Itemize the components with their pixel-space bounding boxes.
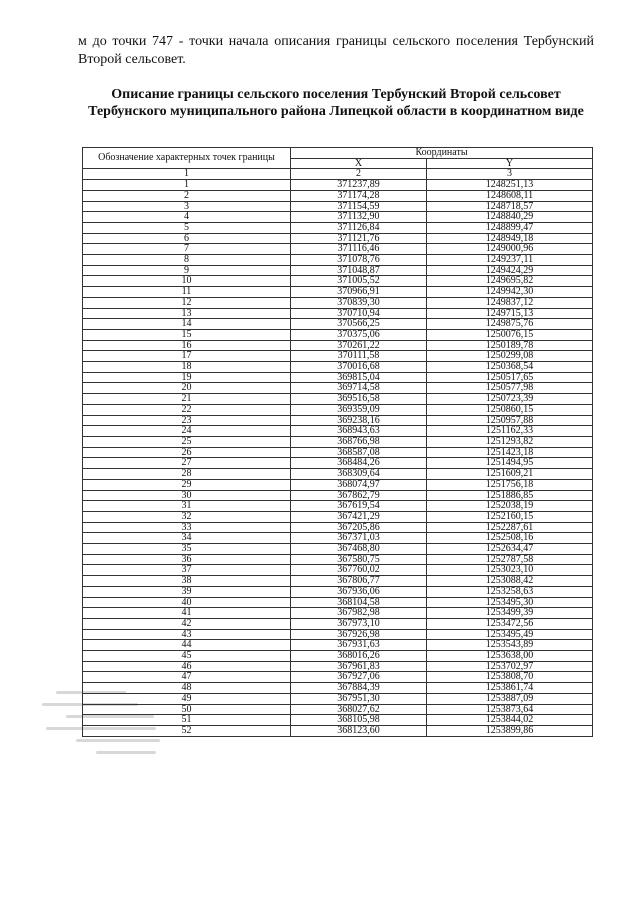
y-coordinate: 1252287,61 bbox=[427, 522, 593, 533]
x-coordinate: 371116,46 bbox=[291, 244, 427, 255]
y-coordinate: 1253887,09 bbox=[427, 693, 593, 704]
point-number: 39 bbox=[83, 586, 291, 597]
point-number: 14 bbox=[83, 319, 291, 330]
table-row bbox=[83, 276, 593, 287]
point-number: 6 bbox=[83, 233, 291, 244]
x-coordinate: 369516,58 bbox=[291, 394, 427, 405]
x-coordinate: 371154,59 bbox=[291, 201, 427, 212]
table-row bbox=[83, 618, 593, 629]
table-row bbox=[83, 436, 593, 447]
table-row bbox=[83, 501, 593, 512]
point-number: 41 bbox=[83, 608, 291, 619]
y-coordinate: 1253899,86 bbox=[427, 725, 593, 736]
table-row bbox=[83, 672, 593, 683]
y-coordinate: 1253258,63 bbox=[427, 586, 593, 597]
table-row bbox=[83, 458, 593, 469]
table-row bbox=[83, 608, 593, 619]
point-number: 46 bbox=[83, 661, 291, 672]
table-row bbox=[83, 319, 593, 330]
x-coordinate: 369714,58 bbox=[291, 383, 427, 394]
column-number: 1 bbox=[83, 169, 291, 180]
table-row bbox=[83, 693, 593, 704]
y-coordinate: 1253472,56 bbox=[427, 618, 593, 629]
table-row bbox=[83, 640, 593, 651]
x-coordinate: 368105,98 bbox=[291, 715, 427, 726]
table-row bbox=[83, 287, 593, 298]
x-coordinate: 371174,28 bbox=[291, 190, 427, 201]
point-number: 8 bbox=[83, 255, 291, 266]
point-number: 34 bbox=[83, 533, 291, 544]
point-number: 4 bbox=[83, 212, 291, 223]
table-row bbox=[83, 297, 593, 308]
x-coordinate: 369359,09 bbox=[291, 404, 427, 415]
column-number: 3 bbox=[427, 169, 593, 180]
point-number: 12 bbox=[83, 297, 291, 308]
point-number: 22 bbox=[83, 404, 291, 415]
x-column-header: X bbox=[291, 158, 427, 169]
x-coordinate: 368123,60 bbox=[291, 725, 427, 736]
x-coordinate: 367926,98 bbox=[291, 629, 427, 640]
table-row bbox=[83, 394, 593, 405]
point-number: 13 bbox=[83, 308, 291, 319]
table-row bbox=[83, 351, 593, 362]
y-coordinate: 1251609,21 bbox=[427, 469, 593, 480]
x-coordinate: 369238,16 bbox=[291, 415, 427, 426]
point-number: 52 bbox=[83, 725, 291, 736]
table-row bbox=[83, 651, 593, 662]
x-coordinate: 368766,98 bbox=[291, 436, 427, 447]
table-body bbox=[83, 180, 593, 737]
x-coordinate: 371237,89 bbox=[291, 180, 427, 191]
x-coordinate: 367973,10 bbox=[291, 618, 427, 629]
table-row bbox=[83, 661, 593, 672]
table-row bbox=[83, 554, 593, 565]
x-coordinate: 368587,08 bbox=[291, 447, 427, 458]
y-coordinate: 1253702,97 bbox=[427, 661, 593, 672]
point-number: 45 bbox=[83, 651, 291, 662]
y-coordinate: 1250368,54 bbox=[427, 362, 593, 373]
point-number: 20 bbox=[83, 383, 291, 394]
point-number: 49 bbox=[83, 693, 291, 704]
table-row bbox=[83, 704, 593, 715]
table-row bbox=[83, 383, 593, 394]
y-column-header: Y bbox=[427, 158, 593, 169]
table-row bbox=[83, 415, 593, 426]
point-number: 2 bbox=[83, 190, 291, 201]
x-coordinate: 371078,76 bbox=[291, 255, 427, 266]
x-coordinate: 367862,79 bbox=[291, 490, 427, 501]
point-number: 5 bbox=[83, 222, 291, 233]
points-column-header: Обозначение характерных точек границы bbox=[83, 148, 291, 169]
table-row bbox=[83, 715, 593, 726]
x-coordinate: 367468,80 bbox=[291, 544, 427, 555]
table-row bbox=[83, 511, 593, 522]
table-row bbox=[83, 533, 593, 544]
table-row bbox=[83, 565, 593, 576]
point-number: 16 bbox=[83, 340, 291, 351]
x-coordinate: 367982,98 bbox=[291, 608, 427, 619]
y-coordinate: 1250076,15 bbox=[427, 329, 593, 340]
table-row bbox=[83, 201, 593, 212]
y-coordinate: 1250189,78 bbox=[427, 340, 593, 351]
y-coordinate: 1253023,10 bbox=[427, 565, 593, 576]
y-coordinate: 1248251,13 bbox=[427, 180, 593, 191]
x-coordinate: 371048,87 bbox=[291, 265, 427, 276]
x-coordinate: 370016,68 bbox=[291, 362, 427, 373]
x-coordinate: 368027,62 bbox=[291, 704, 427, 715]
x-coordinate: 367931,63 bbox=[291, 640, 427, 651]
table-row bbox=[83, 490, 593, 501]
y-coordinate: 1248899,47 bbox=[427, 222, 593, 233]
y-coordinate: 1253808,70 bbox=[427, 672, 593, 683]
point-number: 33 bbox=[83, 522, 291, 533]
point-number: 3 bbox=[83, 201, 291, 212]
y-coordinate: 1251494,95 bbox=[427, 458, 593, 469]
coordinates-header: Координаты bbox=[291, 148, 593, 159]
table-row bbox=[83, 190, 593, 201]
x-coordinate: 367884,39 bbox=[291, 683, 427, 694]
y-coordinate: 1249237,11 bbox=[427, 255, 593, 266]
point-number: 37 bbox=[83, 565, 291, 576]
x-coordinate: 367580,75 bbox=[291, 554, 427, 565]
point-number: 21 bbox=[83, 394, 291, 405]
point-number: 29 bbox=[83, 479, 291, 490]
y-coordinate: 1252038,19 bbox=[427, 501, 593, 512]
x-coordinate: 370111,58 bbox=[291, 351, 427, 362]
table-row bbox=[83, 426, 593, 437]
point-number: 31 bbox=[83, 501, 291, 512]
y-coordinate: 1251423,18 bbox=[427, 447, 593, 458]
y-coordinate: 1249837,12 bbox=[427, 297, 593, 308]
x-coordinate: 371126,84 bbox=[291, 222, 427, 233]
y-coordinate: 1252787,58 bbox=[427, 554, 593, 565]
point-number: 28 bbox=[83, 469, 291, 480]
y-coordinate: 1253495,30 bbox=[427, 597, 593, 608]
y-coordinate: 1249000,96 bbox=[427, 244, 593, 255]
y-coordinate: 1250299,08 bbox=[427, 351, 593, 362]
y-coordinate: 1252160,15 bbox=[427, 511, 593, 522]
section-title: Описание границы сельского поселения Тербунский Второй сельсовет Тербунского муниципального района Липецкой области в координатном виде bbox=[88, 87, 584, 119]
y-coordinate: 1248840,29 bbox=[427, 212, 593, 223]
table-row bbox=[83, 222, 593, 233]
table-row bbox=[83, 233, 593, 244]
table-row bbox=[83, 180, 593, 191]
y-coordinate: 1253088,42 bbox=[427, 576, 593, 587]
y-coordinate: 1252634,47 bbox=[427, 544, 593, 555]
table-row bbox=[83, 586, 593, 597]
x-coordinate: 368484,26 bbox=[291, 458, 427, 469]
column-number: 2 bbox=[291, 169, 427, 180]
table-row bbox=[83, 212, 593, 223]
table-row bbox=[83, 544, 593, 555]
point-number: 24 bbox=[83, 426, 291, 437]
intro-paragraph: м до точки 747 - точки начала описания границы сельского поселения Тербунский Второй сельсовет. bbox=[78, 34, 594, 67]
y-coordinate: 1252508,16 bbox=[427, 533, 593, 544]
y-coordinate: 1250577,98 bbox=[427, 383, 593, 394]
y-coordinate: 1250860,15 bbox=[427, 404, 593, 415]
table-row bbox=[83, 629, 593, 640]
point-number: 18 bbox=[83, 362, 291, 373]
x-coordinate: 367927,06 bbox=[291, 672, 427, 683]
table-row bbox=[83, 244, 593, 255]
y-coordinate: 1251162,33 bbox=[427, 426, 593, 437]
x-coordinate: 367421,29 bbox=[291, 511, 427, 522]
table-row bbox=[83, 404, 593, 415]
x-coordinate: 367951,30 bbox=[291, 693, 427, 704]
x-coordinate: 368104,58 bbox=[291, 597, 427, 608]
y-coordinate: 1248608,11 bbox=[427, 190, 593, 201]
x-coordinate: 370375,06 bbox=[291, 329, 427, 340]
y-coordinate: 1249715,13 bbox=[427, 308, 593, 319]
x-coordinate: 369815,04 bbox=[291, 372, 427, 383]
point-number: 32 bbox=[83, 511, 291, 522]
x-coordinate: 368943,63 bbox=[291, 426, 427, 437]
point-number: 43 bbox=[83, 629, 291, 640]
y-coordinate: 1251886,85 bbox=[427, 490, 593, 501]
table-row bbox=[83, 265, 593, 276]
point-number: 27 bbox=[83, 458, 291, 469]
x-coordinate: 370566,25 bbox=[291, 319, 427, 330]
y-coordinate: 1249875,76 bbox=[427, 319, 593, 330]
point-number: 51 bbox=[83, 715, 291, 726]
table-row bbox=[83, 362, 593, 373]
table-row bbox=[83, 725, 593, 736]
point-number: 48 bbox=[83, 683, 291, 694]
y-coordinate: 1251756,18 bbox=[427, 479, 593, 490]
point-number: 38 bbox=[83, 576, 291, 587]
table-row bbox=[83, 576, 593, 587]
table-row bbox=[83, 340, 593, 351]
y-coordinate: 1248718,57 bbox=[427, 201, 593, 212]
point-number: 9 bbox=[83, 265, 291, 276]
y-coordinate: 1253543,89 bbox=[427, 640, 593, 651]
x-coordinate: 371132,90 bbox=[291, 212, 427, 223]
y-coordinate: 1253873,64 bbox=[427, 704, 593, 715]
point-number: 7 bbox=[83, 244, 291, 255]
point-number: 15 bbox=[83, 329, 291, 340]
x-coordinate: 367936,06 bbox=[291, 586, 427, 597]
point-number: 25 bbox=[83, 436, 291, 447]
point-number: 1 bbox=[83, 180, 291, 191]
x-coordinate: 367205,86 bbox=[291, 522, 427, 533]
point-number: 47 bbox=[83, 672, 291, 683]
table-row bbox=[83, 479, 593, 490]
x-coordinate: 371121,76 bbox=[291, 233, 427, 244]
point-number: 40 bbox=[83, 597, 291, 608]
y-coordinate: 1249695,82 bbox=[427, 276, 593, 287]
y-coordinate: 1253638,00 bbox=[427, 651, 593, 662]
point-number: 36 bbox=[83, 554, 291, 565]
x-coordinate: 370261,22 bbox=[291, 340, 427, 351]
y-coordinate: 1253844,02 bbox=[427, 715, 593, 726]
y-coordinate: 1249424,29 bbox=[427, 265, 593, 276]
x-coordinate: 367619,54 bbox=[291, 501, 427, 512]
table-row bbox=[83, 597, 593, 608]
table-row bbox=[83, 683, 593, 694]
table-row bbox=[83, 308, 593, 319]
y-coordinate: 1253861,74 bbox=[427, 683, 593, 694]
x-coordinate: 370966,91 bbox=[291, 287, 427, 298]
point-number: 11 bbox=[83, 287, 291, 298]
x-coordinate: 368074,97 bbox=[291, 479, 427, 490]
y-coordinate: 1250517,65 bbox=[427, 372, 593, 383]
table-row bbox=[83, 522, 593, 533]
point-number: 10 bbox=[83, 276, 291, 287]
point-number: 42 bbox=[83, 618, 291, 629]
table-row bbox=[83, 329, 593, 340]
y-coordinate: 1250957,88 bbox=[427, 415, 593, 426]
y-coordinate: 1248949,18 bbox=[427, 233, 593, 244]
x-coordinate: 367961,83 bbox=[291, 661, 427, 672]
y-coordinate: 1253495,49 bbox=[427, 629, 593, 640]
x-coordinate: 370839,30 bbox=[291, 297, 427, 308]
point-number: 26 bbox=[83, 447, 291, 458]
y-coordinate: 1251293,82 bbox=[427, 436, 593, 447]
point-number: 19 bbox=[83, 372, 291, 383]
point-number: 44 bbox=[83, 640, 291, 651]
x-coordinate: 367806,77 bbox=[291, 576, 427, 587]
x-coordinate: 367371,03 bbox=[291, 533, 427, 544]
point-number: 30 bbox=[83, 490, 291, 501]
table-row bbox=[83, 447, 593, 458]
table-row bbox=[83, 372, 593, 383]
point-number: 35 bbox=[83, 544, 291, 555]
point-number: 50 bbox=[83, 704, 291, 715]
point-number: 17 bbox=[83, 351, 291, 362]
table-row bbox=[83, 255, 593, 266]
point-number: 23 bbox=[83, 415, 291, 426]
table-row bbox=[83, 469, 593, 480]
y-coordinate: 1253499,39 bbox=[427, 608, 593, 619]
x-coordinate: 370710,94 bbox=[291, 308, 427, 319]
y-coordinate: 1250723,39 bbox=[427, 394, 593, 405]
x-coordinate: 371005,52 bbox=[291, 276, 427, 287]
coordinates-table bbox=[82, 147, 593, 737]
x-coordinate: 368309,64 bbox=[291, 469, 427, 480]
y-coordinate: 1249942,30 bbox=[427, 287, 593, 298]
x-coordinate: 367760,02 bbox=[291, 565, 427, 576]
x-coordinate: 368016,26 bbox=[291, 651, 427, 662]
